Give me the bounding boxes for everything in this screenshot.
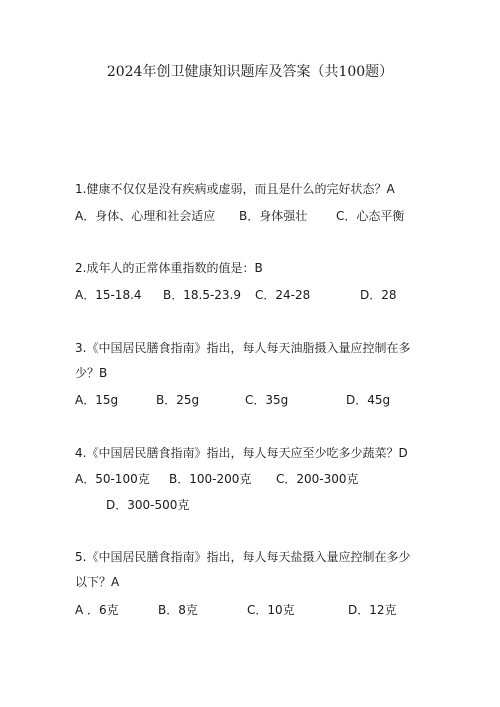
question-5-option-a: A ．6克 [75, 603, 119, 617]
question-4-option-c: C．200-300克 [276, 472, 359, 486]
question-3-option-d: D．45g [346, 393, 391, 407]
question-4-option-b: B．100-200克 [169, 472, 252, 486]
question-3-option-c: C．35g [245, 393, 289, 407]
question-2-option-a: A．15-18.4 [75, 288, 142, 302]
question-5-option-c: C．10克 [247, 603, 295, 617]
question-3-option-a: A．15g [75, 393, 119, 407]
question-4-option-d: D．300-500克 [106, 498, 190, 512]
question-2-text: 2.成年人的正常体重指数的值是：B [75, 261, 263, 275]
question-5-text-line-2: 以下？A [75, 575, 120, 589]
question-3-option-b: B．25g [156, 393, 200, 407]
question-4-option-a: A．50-100克 [75, 472, 150, 486]
question-1-text: 1.健康不仅仅是没有疾病或虚弱，而且是什么的完好状态？A [75, 182, 395, 196]
question-3-text-line-2: 少？B [75, 366, 108, 380]
question-1-option-a: A．身体、心理和社会适应 [75, 209, 216, 223]
question-3-text-line-1: 3.《中国居民膳食指南》指出，每人每天油脂摄入量应控制在多 [75, 341, 411, 355]
question-5-option-d: D．12克 [348, 603, 397, 617]
question-5-option-b: B．8克 [158, 603, 198, 617]
question-2-option-d: D．28 [360, 288, 397, 302]
question-2-option-b: B．18.5-23.9 [163, 288, 242, 302]
question-5-text-line-1: 5.《中国居民膳食指南》指出，每人每天盐摄入量应控制在多少 [75, 550, 411, 564]
question-1-option-b: B．身体强壮 [239, 209, 308, 223]
document-title: 2024年创卫健康知识题库及答案（共100题） [106, 64, 394, 80]
question-4-text: 4.《中国居民膳食指南》指出，每人每天应至少吃多少蔬菜？D [75, 446, 408, 460]
question-2-option-c: C．24-28 [255, 288, 311, 302]
question-1-option-c: C．心态平衡 [336, 209, 405, 223]
